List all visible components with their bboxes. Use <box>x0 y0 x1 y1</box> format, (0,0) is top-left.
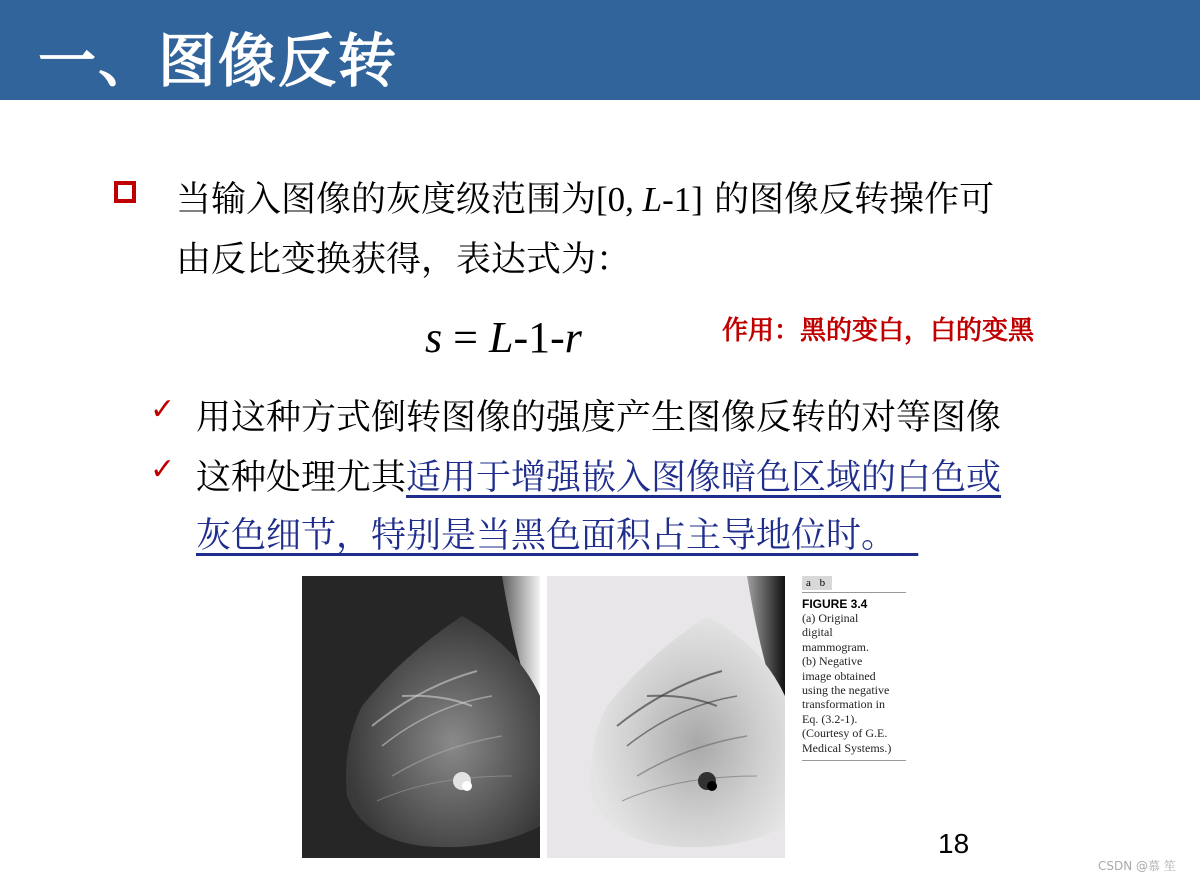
range-L: L <box>642 180 663 219</box>
bullet-line-1 <box>176 172 994 222</box>
check-item-2-line-2 <box>196 508 918 558</box>
square-bullet-icon <box>114 181 136 203</box>
caption-line: mammogram. <box>802 639 869 654</box>
check-item-2-highlight-1: 适用于增强嵌入图像暗色区域的白色或 <box>406 458 1002 498</box>
caption-line: image obtained <box>802 668 876 683</box>
check-item-2-plain: 这种处理尤其 <box>196 458 407 498</box>
title-bar <box>0 0 1200 100</box>
bullet-line1-prefix: 当输入图像的灰度级范围为 <box>176 180 597 220</box>
check-item-2-end: 。 <box>861 516 897 556</box>
caption-line: Medical Systems.) <box>802 740 892 755</box>
checkmark-icon: ✓ <box>150 452 176 487</box>
caption-line: (b) Negative <box>802 654 863 669</box>
caption-line: (Courtesy of G.E. <box>802 726 888 741</box>
bullet-line-2: 由反比变换获得，表达式为： <box>176 240 632 280</box>
watermark: CSDN @慕 笙 <box>1098 859 1176 873</box>
original-mammogram-image <box>302 576 540 858</box>
caption-line: (a) Original <box>802 611 859 625</box>
formula-eq: = <box>442 313 489 362</box>
check-item-2-highlight-2: 灰色细节，特别是当黑色面积占主导地位时 <box>196 516 862 556</box>
caption-line: Eq. (3.2-1). <box>802 711 858 726</box>
caption-bottom-rule <box>802 760 906 761</box>
caption-line: digital <box>802 625 833 640</box>
check-item-2-line-1 <box>196 450 1001 500</box>
caption-line: using the negative <box>802 683 890 698</box>
bullet-line1-suffix: 的图像反转操作可 <box>702 180 995 220</box>
caption-top-rule <box>802 592 906 593</box>
slide-title: 一、图像反转 <box>38 27 399 95</box>
figure-caption <box>802 611 910 755</box>
formula <box>425 312 582 363</box>
range-open: [0, <box>596 180 643 219</box>
figure-label: FIGURE 3.4 <box>802 597 868 611</box>
formula-r: r <box>564 313 582 362</box>
range-close: -1] <box>662 180 703 219</box>
page-number: 18 <box>938 828 970 859</box>
effect-note: 作用：黑的变白，白的变黑 <box>722 316 1035 346</box>
formula-s: s <box>425 313 443 362</box>
formula-minus1: -1- <box>513 313 565 362</box>
check-item-1: 用这种方式倒转图像的强度产生图像反转的对等图像 <box>196 398 1002 438</box>
figure-tag: a b <box>802 576 832 590</box>
negative-mammogram-image <box>547 576 785 858</box>
caption-line: transformation in <box>802 697 885 712</box>
checkmark-icon: ✓ <box>150 392 176 427</box>
formula-L: L <box>488 313 514 362</box>
